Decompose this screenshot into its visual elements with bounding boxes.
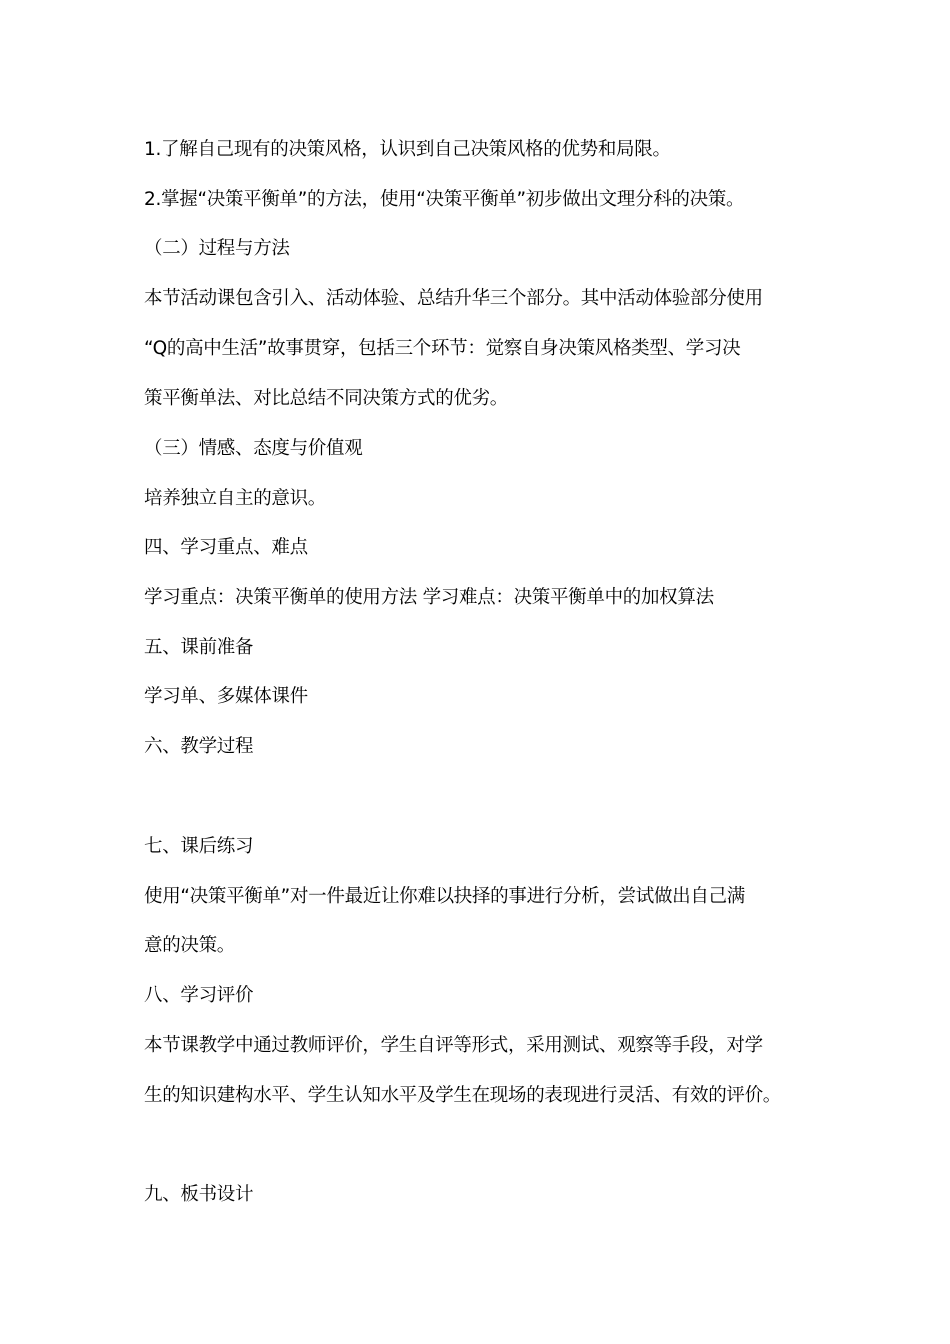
paragraph-process-line-2: “Q的高中生活”故事贯穿，包括三个环节：觉察自身决策风格类型、学习决: [144, 338, 741, 359]
heading-evaluation: 八、学习评价: [144, 985, 254, 1006]
heading-key-points: 四、学习重点、难点: [144, 537, 308, 558]
objective-2: 2.掌握“决策平衡单”的方法，使用“决策平衡单”初步做出文理分科的决策。: [144, 189, 745, 210]
paragraph-evaluation-line-1: 本节课教学中通过教师评价，学生自评等形式，采用测试、观察等手段，对学: [144, 1035, 763, 1056]
paragraph-emotion: 培养独立自主的意识。: [144, 488, 327, 509]
paragraph-process-line-3: 策平衡单法、对比总结不同决策方式的优劣。: [144, 388, 509, 409]
heading-emotion-values: （三）情感、态度与价值观: [144, 438, 363, 459]
paragraph-homework-line-2: 意的决策。: [144, 935, 236, 956]
heading-preparation: 五、课前准备: [144, 637, 254, 658]
heading-homework: 七、课后练习: [144, 836, 254, 857]
heading-teaching-process: 六、教学过程: [144, 736, 254, 757]
paragraph-homework-line-1: 使用“决策平衡单”对一件最近让你难以抉择的事进行分析，尝试做出自己满: [144, 886, 745, 907]
objective-1: 1.了解自己现有的决策风格，认识到自己决策风格的优势和局限。: [144, 139, 671, 160]
heading-process-method: （二）过程与方法: [144, 238, 290, 259]
heading-board-design: 九、板书设计: [144, 1184, 254, 1205]
paragraph-evaluation-line-2: 生的知识建构水平、学生认知水平及学生在现场的表现进行灵活、有效的评价。: [144, 1085, 782, 1106]
paragraph-preparation: 学习单、多媒体课件: [144, 686, 308, 707]
paragraph-key-points: 学习重点：决策平衡单的使用方法 学习难点：决策平衡单中的加权算法: [144, 587, 714, 608]
paragraph-process-line-1: 本节活动课包含引入、活动体验、总结升华三个部分。其中活动体验部分使用: [144, 288, 763, 309]
